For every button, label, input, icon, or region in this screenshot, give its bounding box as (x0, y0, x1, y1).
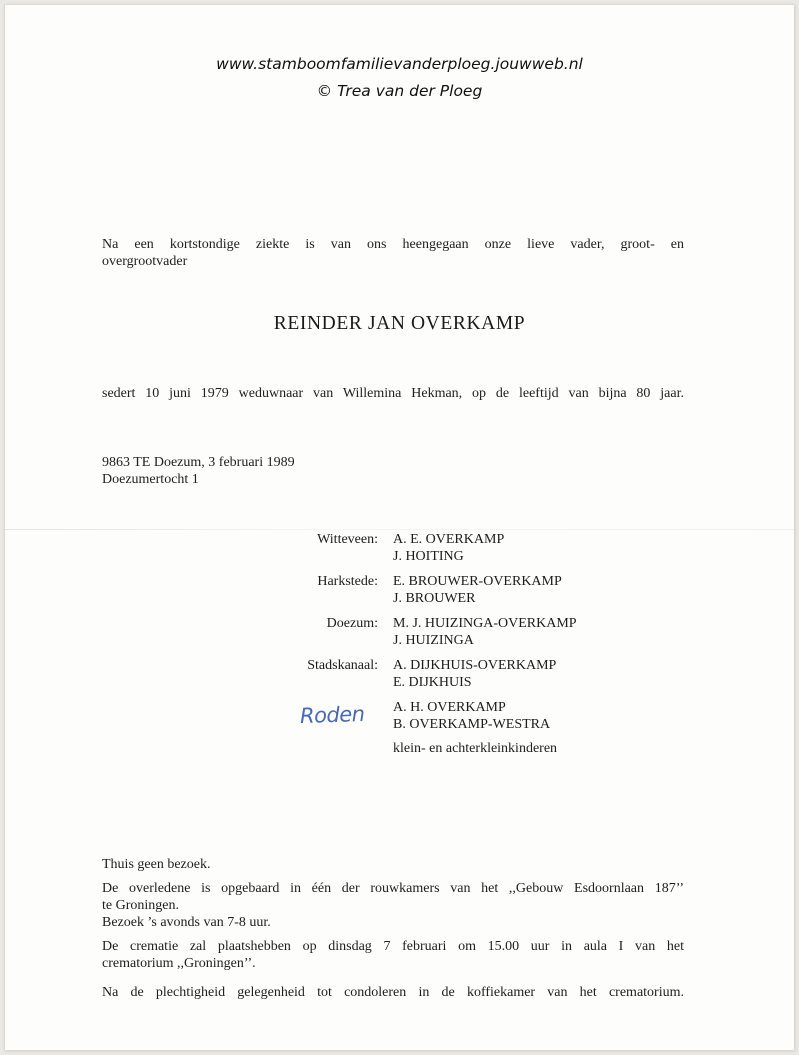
no-visit-note: Thuis geen bezoek. (102, 857, 211, 872)
family-names-witteveen (393, 531, 504, 565)
family-place-doezum: Doezum: (326, 616, 378, 631)
address-line-2: Doezumertocht 1 (102, 472, 199, 487)
family-name: J. HOITING (393, 549, 464, 564)
intro-line-2: overgrootvader (102, 254, 188, 269)
laid-out-line-1: De overledene is opgebaard in één der rouwkamers van het ,,Gebouw Esdoornlaan 187’’ (102, 881, 684, 896)
family-name: E. DIJKHUIS (393, 675, 472, 690)
handwritten-place-roden: Roden (299, 701, 365, 729)
address-line-1: 9863 TE Doezum, 3 februari 1989 (102, 455, 295, 470)
intro-line-1: Na een kortstondige ziekte is van ons heengegaan onze lieve vader, groot- en (102, 237, 684, 252)
family-names-roden (393, 699, 550, 733)
family-name: B. OVERKAMP-WESTRA (393, 717, 551, 732)
family-names-harkstede (393, 573, 562, 607)
family-name: A. DIJKHUIS-OVERKAMP (393, 658, 557, 673)
family-names-stadskanaal (393, 657, 556, 691)
family-place-harkstede: Harkstede: (317, 574, 378, 589)
grandchildren-line: klein- en achterkleinkinderen (393, 741, 558, 756)
laid-out-line-2: te Groningen. (102, 898, 179, 913)
copyright-line: © Trea van der Ploeg (316, 82, 483, 100)
family-name: J. BROUWER (393, 591, 476, 606)
cremation-line-1: De crematie zal plaatshebben op dinsdag 7 februari om 15.00 uur in aula I van het (102, 939, 684, 954)
paper-fold-line (5, 529, 794, 530)
family-names-doezum (393, 615, 577, 649)
cremation-line-2: crematorium ,,Groningen’’. (102, 956, 256, 971)
family-name: A. E. OVERKAMP (393, 532, 505, 547)
widower-line: sedert 10 juni 1979 weduwnaar van Willemina Hekman, op de leeftijd van bijna 80 jaar. (102, 386, 684, 401)
family-place-stadskanaal: Stadskanaal: (307, 658, 378, 673)
deceased-name: REINDER JAN OVERKAMP (273, 313, 526, 334)
visiting-hours: Bezoek ’s avonds van 7-8 uur. (102, 915, 271, 930)
family-name: M. J. HUIZINGA-OVERKAMP (393, 616, 577, 631)
condolence-note: Na de plechtigheid gelegenheid tot condoleren in de koffiekamer van het crematorium. (102, 985, 684, 1000)
website-url: www.stamboomfamilievanderploeg.jouwweb.nl (216, 55, 583, 73)
family-place-witteveen: Witteveen: (317, 532, 378, 547)
family-name: E. BROUWER-OVERKAMP (393, 574, 562, 589)
family-name: A. H. OVERKAMP (393, 700, 506, 715)
family-name: J. HUIZINGA (393, 633, 474, 648)
